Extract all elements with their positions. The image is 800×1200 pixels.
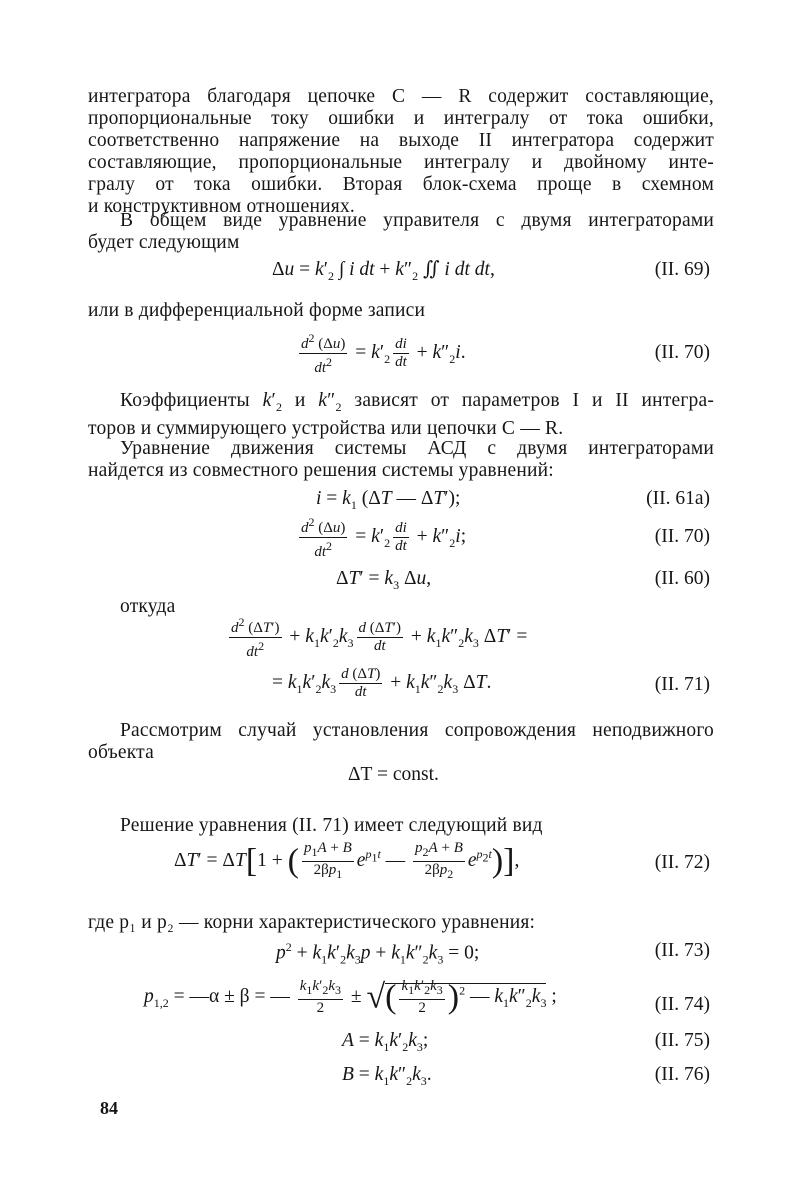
paragraph-7 xyxy=(88,815,714,837)
equation-number: (II. 74) xyxy=(654,994,710,1015)
word-otkuda: откуда xyxy=(120,596,176,617)
equation-number: (II. 70) xyxy=(654,342,710,363)
equation-69: $\Delta u = k'_2$ ∫ i dt + $k''_2$ ∬ i dt dt, xyxy=(272,259,495,283)
equation-number: (II. 73) xyxy=(654,940,710,961)
paragraph-3 xyxy=(88,300,714,322)
paragraph-2 xyxy=(88,210,714,254)
text-line: пропорциональные току ошибки и интегралу от тока ошибки, xyxy=(88,108,714,129)
equation-number: (II. 72) xyxy=(654,852,710,873)
equation-73: $p^2 + k_1k'_2k_3p + k_1k''_2k_3 = 0$; xyxy=(276,940,480,967)
text-line: интегратора благодаря цепочке C — R содержит составляющие, xyxy=(88,86,714,107)
text-line: объекта xyxy=(88,742,154,763)
equation-74: $p_{1,2}$ = —α ± β = — $\frac{k_1k'_2k_3}{2}$ ± √( $\frac{k_1k'_2k_3}{2}$ )$^2$ — $k_1k''_2k_3$ ; xyxy=(144,978,557,1016)
text-line: и конструктивном отношениях. xyxy=(88,196,355,217)
equation-number: (II. 71) xyxy=(654,674,710,695)
equation-number: (II. 75) xyxy=(654,1030,710,1051)
text-line: будет следующим xyxy=(88,232,240,253)
equation-61a: $i = k_1$ (ΔT — ΔT′); xyxy=(316,488,461,512)
text-line: Рассмотрим случай установления сопровождения неподвижного xyxy=(120,720,714,741)
equation-71-line2: = $k_1k'_2k_3$ $\frac{d (\Delta T)}{dt}$ + $k_1k''_2k_3$ ΔT. xyxy=(272,666,492,700)
equation-70-repeat: $\frac{d^2 (\Delta u)}{dt^2}$ = $k'_2$ $\frac{di}{dt}$ + $k''_2i$; xyxy=(301,515,467,560)
equation-const: ΔT = const. xyxy=(348,764,439,785)
paragraph-4 xyxy=(88,390,714,440)
equation-75: $A = k_1k'_2k_3$; xyxy=(342,1030,429,1054)
equation-76: $B = k_1k''_2k_3$. xyxy=(342,1064,432,1088)
text-line: гралу от тока ошибки. Вторая блок-схема проще в схемном xyxy=(88,174,714,195)
text-line: где p₁ и p₂ — корни характеристического уравнения: xyxy=(88,912,536,933)
equation-number: (II. 76) xyxy=(654,1064,710,1085)
paragraph-5 xyxy=(88,438,714,482)
equation-number: (II. 70) xyxy=(654,526,710,547)
text-line: Решение уравнения (II. 71) имеет следующий вид xyxy=(120,815,543,836)
equation-60: $\Delta T' = k_3$ Δu, xyxy=(336,568,432,592)
text-line: или в дифференциальной форме записи xyxy=(88,300,426,321)
text-line: составляющие, пропорциональные интегралу и двойному инте- xyxy=(88,152,714,173)
equation-number: (II. 69) xyxy=(654,259,710,280)
text-line: соответственно напряжение на выходе II интегратора содержит xyxy=(88,130,714,151)
text-line: найдется из совместного решения системы уравнений: xyxy=(88,460,554,481)
text-line: В общем виде уравнение управителя с двумя интеграторами xyxy=(120,210,714,231)
text-line: Уравнение движения системы АСД с двумя интеграторами xyxy=(120,438,714,459)
equation-number: (II. 61a) xyxy=(646,488,710,509)
text-line: торов и суммирующего устройства или цепочки C — R. xyxy=(88,417,564,439)
paragraph-1 xyxy=(88,86,714,218)
paragraph-6 xyxy=(88,720,714,764)
text-line: Коэффициенты $k'_2$ и $k''_2$ зависят от параметров I и II интегра- xyxy=(120,390,715,414)
page-number: 84 xyxy=(100,1098,118,1118)
equation-number: (II. 60) xyxy=(654,568,710,589)
equation-70: $\frac{d^2 (\Delta u)}{dt^2}$ = $k'_2$ $\frac{di}{dt}$ + $k''_2i$. xyxy=(301,331,466,376)
equation-71-line1: $\frac{d^2 (\Delta T')}{dt^2}$ + $k_1k'_2k_3$ $\frac{d (\Delta T')}{dt}$ + $k_1k''_2k_3$ ΔT′ = xyxy=(231,615,528,660)
equation-72: ΔT′ = ΔT[1 + ( $\frac{p_1A + B}{2\beta p_1}$ $e^{p_1t}$ — $\frac{p_2A + B}{2\beta p_2}$ $e^{p_2t}$)], xyxy=(174,840,520,881)
paragraph-8 xyxy=(88,912,714,934)
